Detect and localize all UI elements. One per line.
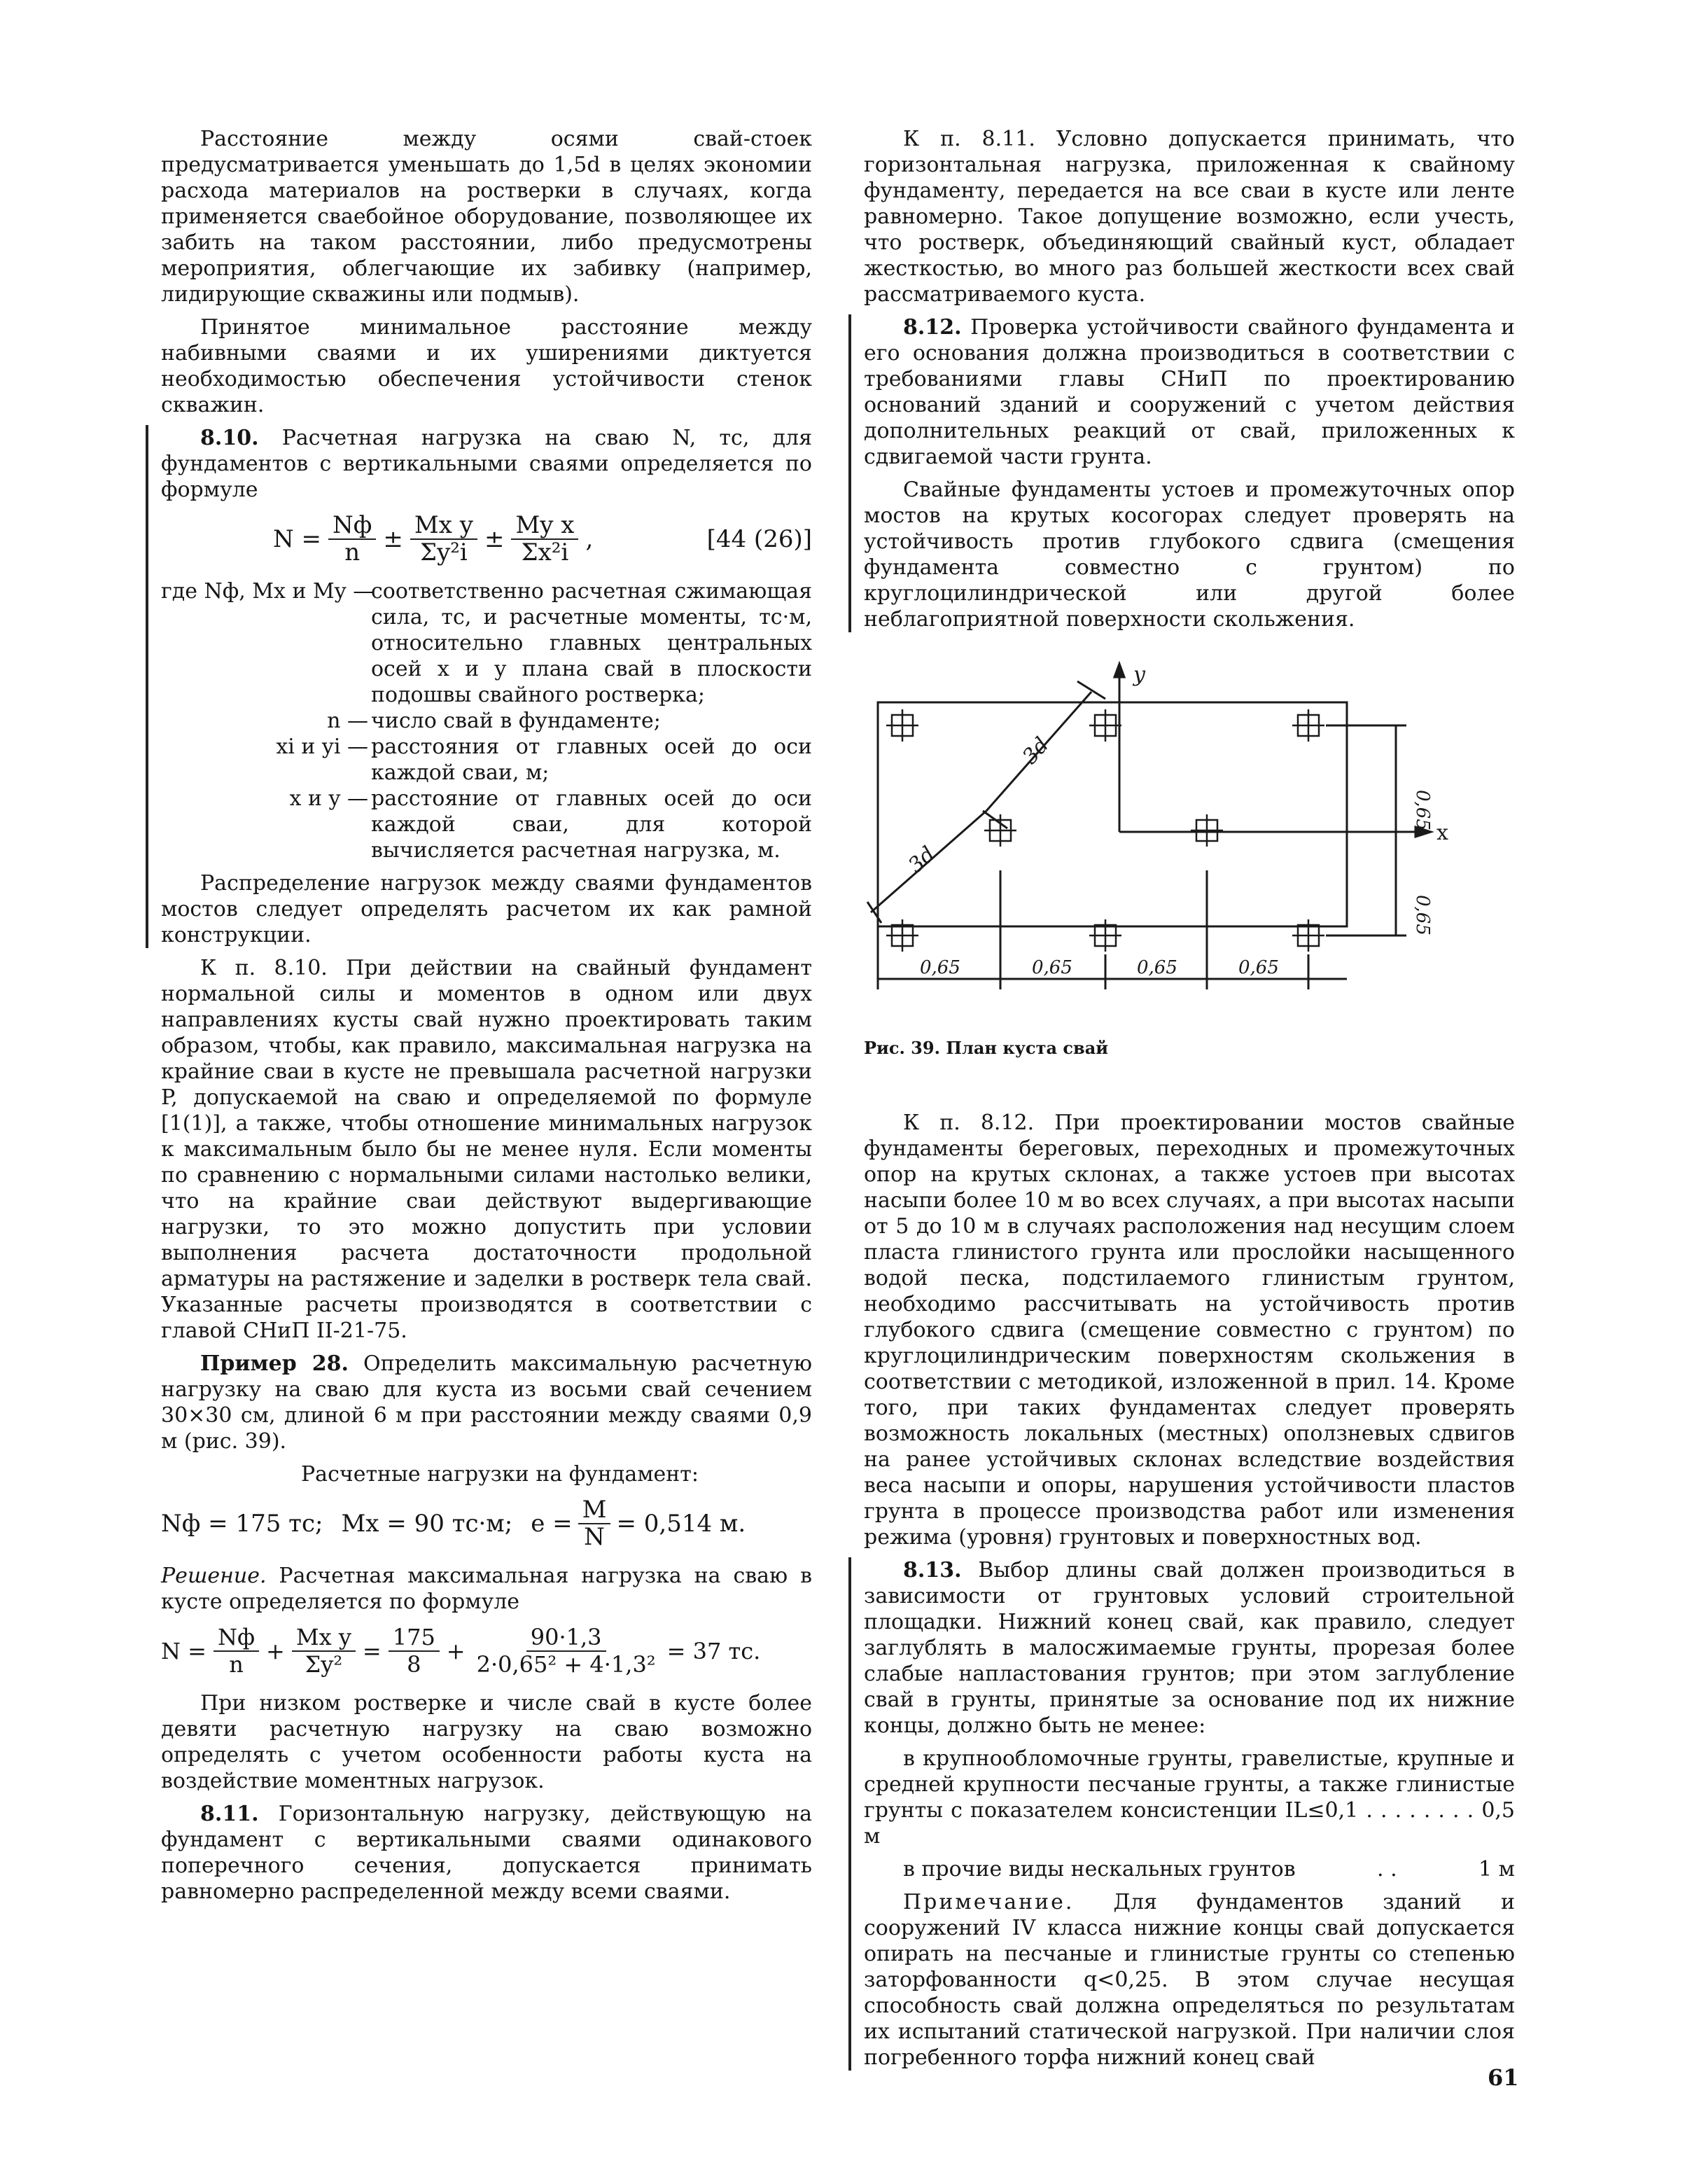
diag-label: 3d	[903, 842, 940, 878]
figure-39-pile-plan	[864, 660, 1515, 1061]
example-loads: Расчетные нагрузки на фундамент:	[301, 1462, 699, 1487]
diag-label: 3d	[1017, 732, 1054, 770]
pile	[886, 709, 918, 742]
paragraph-load-distribution: Распределение нагрузок между сваями фундаментов мостов следует определять расчетом их как рамной конструкции.	[161, 871, 812, 947]
dim-vertical: 0,65	[1412, 790, 1433, 830]
list-item-coarse-soils: в крупнообломочные грунты, гравелистые, крупные и средней крупности песчаные грунты, а также глинистые грунты с показателем консистенции IL≤0,1 . . . . . . . . 0,5 м	[864, 1746, 1516, 1849]
fraction-n-phi: $\frac{Nф}{n}$	[328, 513, 376, 566]
paragraph-bridges-slopes: Свайные фундаменты устоев и промежуточных опор мостов на крутых косогорах следует проверять на устойчивость против глубокого сдвига (смещения фундамента совместно с грунтом) по круглоцилиндрической или другой более неблагоприятной поверхности скольжения.	[864, 478, 1515, 632]
pile	[984, 814, 1016, 847]
formula-lhs: N =	[273, 524, 322, 553]
pile	[1191, 814, 1223, 847]
pile-cluster-plan	[864, 660, 1494, 1024]
symbol-definitions: где Nф, Mx и My — соответственно расчетная сжимающая сила, тс, и расчетные моменты, тс·м, относительно главных центральных осей x и y плана свай в плоскости подошвы свайного ростверка; n — число свай в фундаменте; xi и yi — расстояния от главных осей до оси каждой сваи, м; x и y — расстояние от главных осей до оси каждой сваи, для которой вычисляется расчетная нагрузка, м.	[161, 579, 812, 863]
clause-8-10	[161, 425, 812, 503]
x-axis-label: x	[1436, 821, 1448, 845]
commentary-8-10: К п. 8.10. При действии на свайный фундамент нормальной силы и моментов в одном или двух направлениях кусты свай нужно проектировать таким образом, чтобы, как правило, максимальная нагрузка на крайние сваи в кусте не превышала расчетной нагрузки P, допускаемой на сваю и определяемой по формуле [1(1)], а также, чтобы отношение минимальных нагрузок к максимальным было бы не менее нуля. Если моменты по сравнению с нормальными силами настолько велики, что на крайние сваи действуют выдергивающие нагрузки, то это можно допустить при условии выполнения расчета достаточности продольной арматуры на растяжение и заделки в ростверк тела свай. Указанные расчеты производятся в соответствии с главой СНиП II-21-75.	[161, 956, 812, 1343]
dim-horizontal: 0,65	[1032, 957, 1072, 978]
y-axis-arrow	[1114, 664, 1124, 677]
clause-8-12: 8.12. Проверка устойчивости свайного фундамента и его основания должна производиться в соответствии с требованиями главы СНиП по проектированию оснований зданий и сооружений с учетом действия дополнительных реакций от свай, приложенных к сдвигаемой части грунта.	[864, 315, 1515, 469]
dim-horizontal: 0,65	[1137, 957, 1177, 978]
dim-horizontal: 0,65	[1238, 957, 1279, 978]
formula-44-26: N = $\frac{Nф}{n}$ ± $\frac{\text{Mx y}}{\text{Σy²i}}$ ± $\frac{\text{My x}}{\text{Σx²i}}$ , [44 (26)]	[273, 511, 812, 566]
clause-8-13: 8.13. Выбор длины свай должен производиться в зависимости от грунтовых условий строительной площадки. Нижний конец свай, как правило, следует заглублять в малосжимаемые грунты, прорезая более слабые напластования грунтов; при этом заглубление свай в грунты, принятые за основание под их нижние концы, должно быть не менее:	[864, 1558, 1515, 1738]
list-item-other-soils: в прочие виды нескальных грунтов . . 1 м	[903, 1857, 1515, 1882]
commentary-8-11: К п. 8.11. Условно допускается принимать, что горизонтальная нагрузка, приложенная к свайному фундаменту, передается на все сваи в кусте или ленте равномерно. Такое допущение возможно, если учесть, что ростверк, объединяющий свайный куст, обладает жесткостью, во много раз большей жесткости всех свай рассматриваемого куста.	[864, 127, 1515, 307]
formula-solution: N = $\frac{Nф}{n}$ + $\frac{\text{Mx y}}{\text{Σy²}}$ = $\frac{175}{8}$ + $\frac{90\cdot 1,3}{\text{2·0,65² + 4·1,3²}}$ = 37 тс.	[161, 1624, 761, 1678]
clause-8-11: 8.11. Горизонтальную нагрузку, действующую на фундамент с вертикальными сваями одинакового поперечного сечения, допускается принимать равномерно распределенной между всеми сваями.	[161, 1802, 812, 1904]
dim-horizontal: 0,65	[920, 957, 960, 978]
paragraph-bored-piles: Принятое минимальное расстояние между набивными сваями и их уширениями диктуется необходимостью обеспечения устойчивости стенок скважин.	[161, 315, 812, 417]
section-8-13	[848, 1557, 1515, 2071]
y-axis-label: y	[1133, 662, 1145, 687]
formula-op: ±	[383, 524, 403, 553]
pile	[1089, 919, 1121, 952]
dim-vertical: 0,65	[1412, 895, 1433, 935]
pile	[1292, 919, 1324, 952]
fraction-mx: $\frac{\text{Mx y}}{\text{Σy²i}}$	[410, 513, 477, 566]
pile	[1292, 709, 1324, 742]
example-28: Пример 28. Определить максимальную расчетную нагрузку на сваю для куста из восьми свай сечением 30×30 см, длиной 6 м при расстоянии между сваями 0,9 м (рис. 39).	[161, 1351, 812, 1454]
note: Примечание. Для фундаментов зданий и сооружений IV класса нижние концы свай допускается опирать на песчаные и глинистые грунты со степенью заторфованности q<0,25. В этом случае несущая способность свай должна определяться по результатам их испытаний статической нагрузкой. При наличии слоя погребенного торфа нижний конец свай	[864, 1890, 1515, 2070]
formula-reference: [44 (26)]	[706, 524, 812, 553]
paragraph-low-grillage: При низком ростверке и числе свай в кусте более девяти расчетную нагрузку на сваю возможно определять с учетом особенности работы куста на воздействие моментных нагрузок.	[161, 1691, 812, 1793]
page-number: 61	[1488, 2064, 1519, 2091]
commentary-8-12: К п. 8.12. При проектировании мостов свайные фундаменты береговых, переходных и промежуточных опор на крутых склонах, а также устоев при высотах насыпи более 10 м во всех случаях, а при высотах насыпи от 5 до 10 м в случаях расположения над несущим слоем пласта глинистого грунта или прослойки насыщенного водой песка, подстилаемого глинистым грунтом, необходимо рассчитывать на устойчивость против глубокого сдвига (смещение совместно с грунтом) по круглоцилиндрическим поверхностям скольжения в соответствии с методикой, изложенной в прил. 14. Кроме того, при таких фундаментах следует проверять возможность локальных (местных) оползневых сдвигов на ранее устойчивых склонах вследствие воздействия веса насыпи и опоры, нарушения устойчивости пластов грунта в процессе производства работ или изменения режима (уровня) грунтовых и поверхностных вод.	[864, 1111, 1515, 1550]
pile	[886, 919, 918, 952]
clause-number: 8.10.	[200, 426, 259, 450]
pile	[1089, 709, 1121, 742]
section-8-12	[848, 314, 1515, 632]
clause-text: Расчетная нагрузка на сваю N, тс, для фундаментов с вертикальными сваями определяется по формуле	[161, 426, 812, 502]
fraction-my: $\frac{\text{My x}}{\text{Σx²i}}$	[511, 513, 578, 566]
formula-loads: Nф = 175 тс; Mx = 90 тс·м; e = $\frac{M}{N}$ = 0,514 м.	[161, 1496, 746, 1551]
formula-op: ±	[484, 524, 505, 553]
left-column	[161, 126, 812, 1912]
solution: Решение. Расчетная максимальная нагрузка на сваю в кусте определяется по формуле	[161, 1564, 812, 1614]
figure-caption: Рис. 39. План куста свай	[864, 1038, 1109, 1058]
paragraph-pile-spacing: Расстояние между осями свай-стоек предусматривается уменьшать до 1,5d в целях экономии расхода материалов на ростверки в случаях, когда применяется сваебойное оборудование, позволяющее их забить на таком расстоянии, либо предусмотрены мероприятия, облегчающие их забивку (например, лидирующие скважины или подмыв).	[161, 127, 812, 307]
section-8-10	[146, 425, 812, 948]
right-column	[864, 126, 1515, 2078]
